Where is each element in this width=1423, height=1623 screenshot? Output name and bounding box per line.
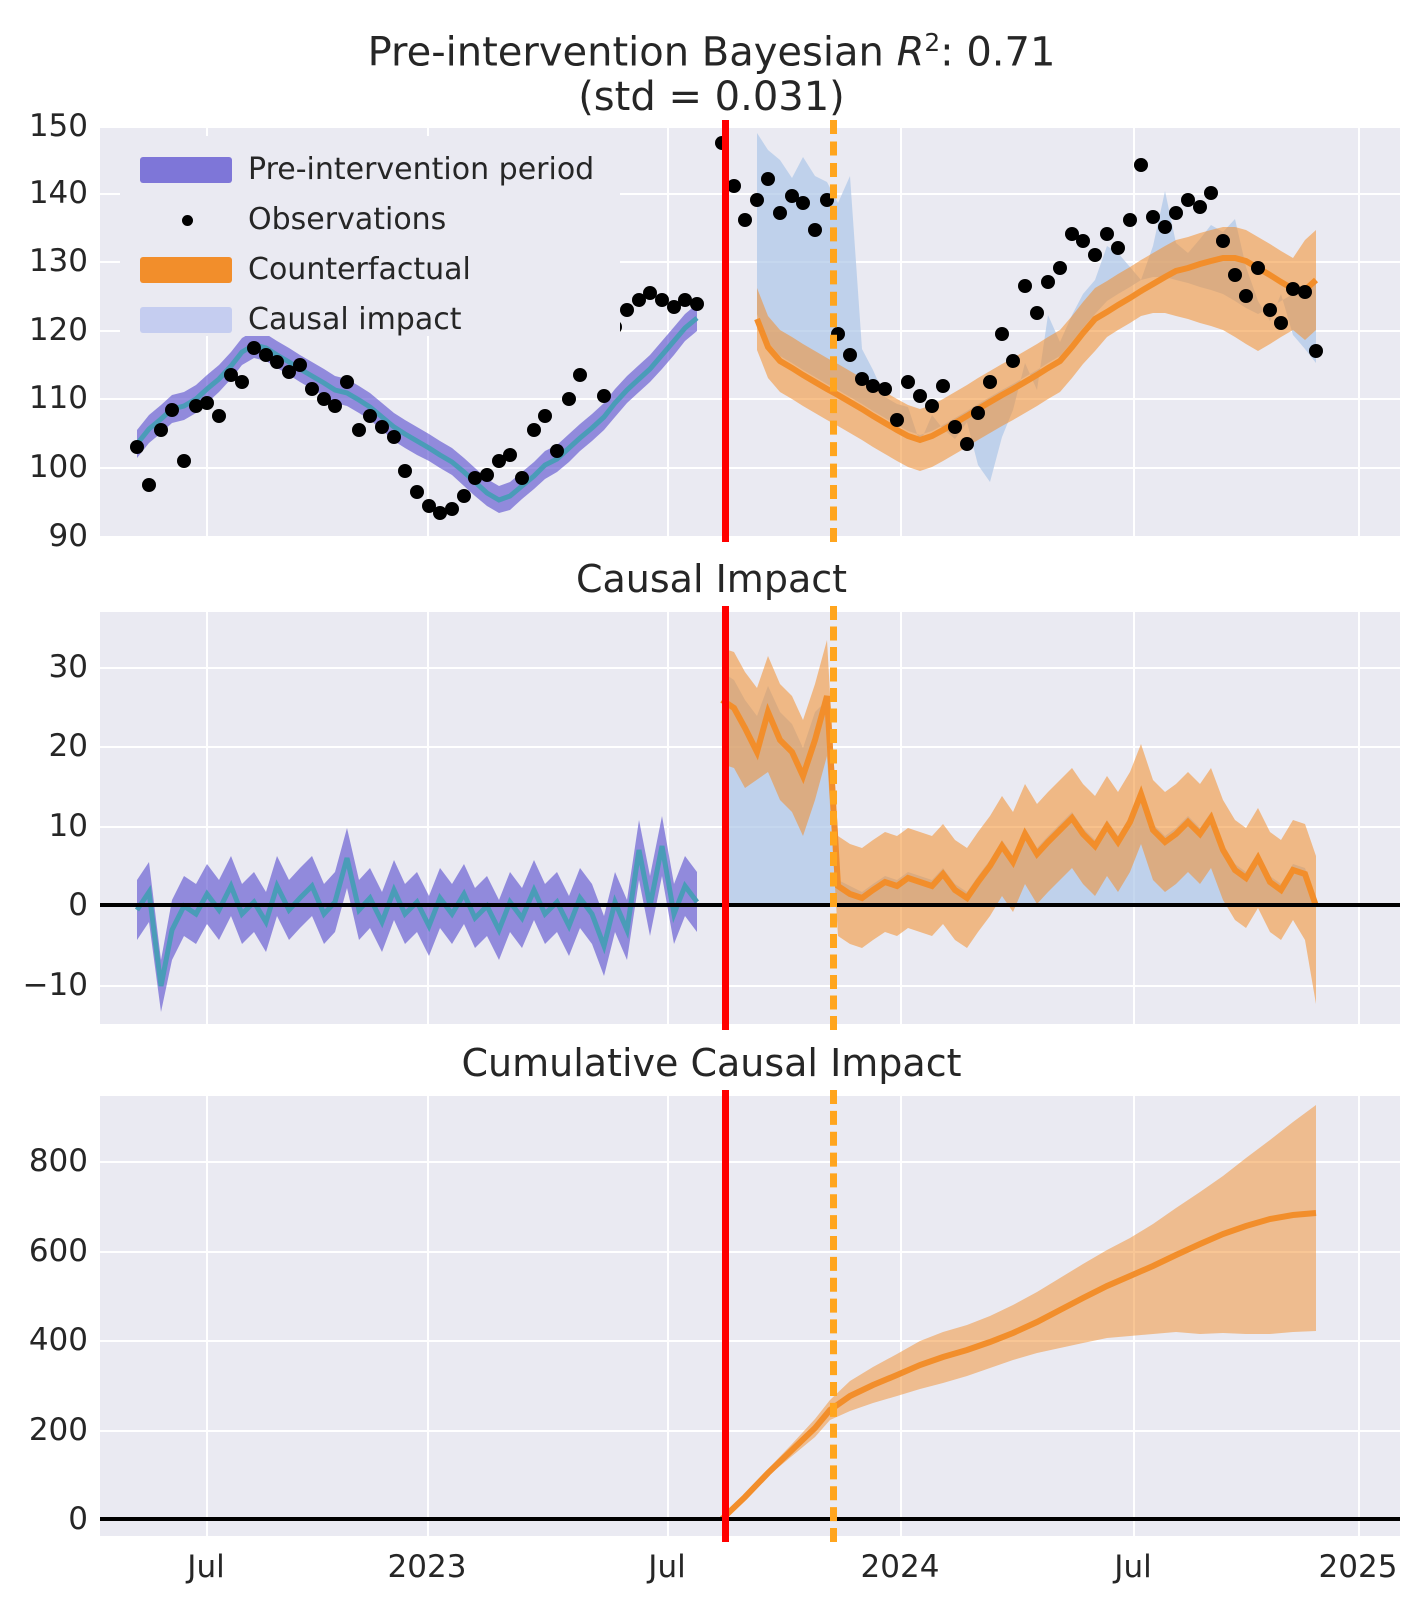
panel1-ytick: 130 [28, 243, 88, 279]
secondary-marker-line [830, 1090, 837, 1542]
legend-label: Counterfactual [248, 252, 471, 287]
panel2-zero-line [100, 903, 1400, 907]
cumulative-band [722, 1105, 1316, 1519]
panel1-ytick: 120 [28, 312, 88, 348]
title-exponent: 2 [924, 28, 941, 57]
secondary-marker-line [830, 120, 837, 542]
secondary-marker-line [830, 606, 837, 1030]
title-suffix: : 0.71 [940, 29, 1056, 76]
title-r-symbol: R [896, 29, 925, 76]
panel3-ytick: 400 [28, 1322, 88, 1358]
panel3-ytick: 600 [28, 1233, 88, 1269]
intervention-line [722, 606, 729, 1030]
panel2-title: Causal Impact [575, 557, 848, 601]
x-axis-tick: 2023 [387, 1549, 467, 1585]
legend-label: Pre-intervention period [248, 152, 595, 187]
legend-label: Causal impact [248, 302, 462, 337]
x-axis-tick: 2025 [1318, 1549, 1398, 1585]
x-axis-tick: Jul [187, 1549, 225, 1585]
intervention-line [722, 1090, 729, 1542]
x-axis-tick: Jul [648, 1549, 686, 1585]
panel1-ytick: 90 [48, 518, 88, 554]
panel1-ytick: 150 [28, 108, 88, 144]
panel2-ytick: 10 [48, 808, 88, 844]
panel3-ytick: 800 [28, 1143, 88, 1179]
panel1-ytick: 110 [28, 380, 88, 416]
panel3-ytick: 0 [68, 1501, 88, 1537]
panel1-ytick: 100 [28, 449, 88, 485]
panel2-ytick: −10 [22, 967, 88, 1003]
panel2-ytick: 20 [48, 728, 88, 764]
panel3-zero-line [100, 1517, 1400, 1521]
intervention-line [722, 120, 729, 542]
panel3-ytick: 200 [28, 1412, 88, 1448]
legend-label: Observations [248, 202, 447, 237]
figure-title-line2: (std = 0.031) [578, 74, 845, 120]
panel2-ytick: 0 [68, 887, 88, 923]
x-axis-tick: Jul [1114, 1549, 1152, 1585]
panel2-ytick: 30 [48, 649, 88, 685]
panel1-ytick: 140 [28, 175, 88, 211]
panel3-title: Cumulative Causal Impact [461, 1041, 962, 1085]
x-axis-tick: 2024 [860, 1549, 940, 1585]
title-prefix: Pre-intervention Bayesian [367, 29, 897, 76]
